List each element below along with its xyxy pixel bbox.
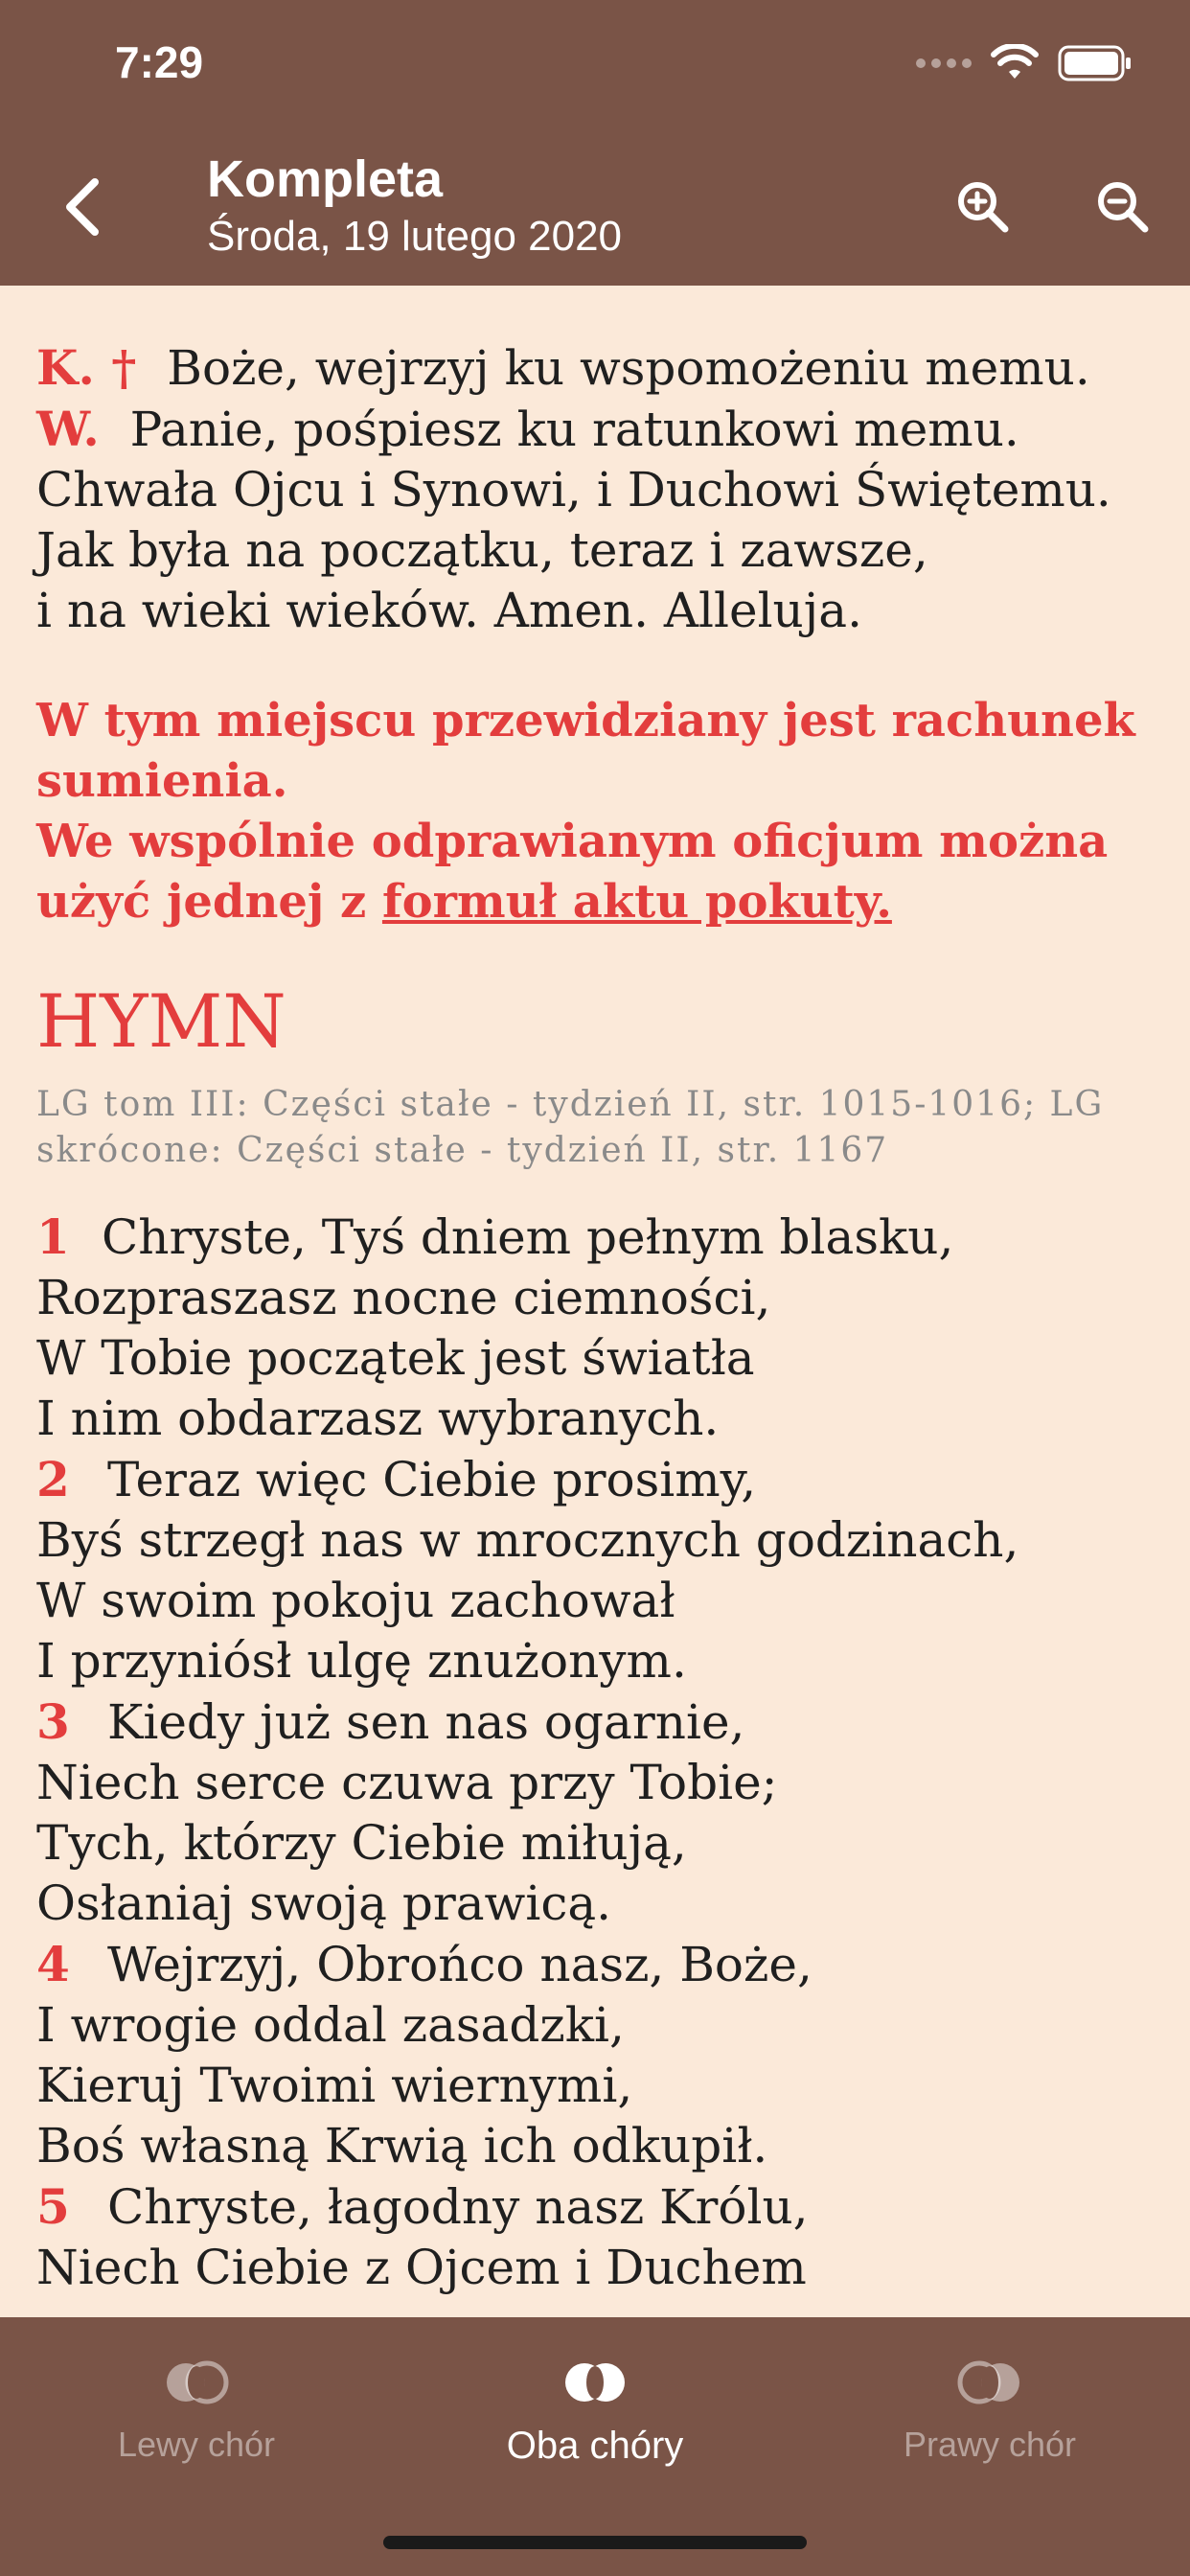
stanza-line-text: Kiedy już sen nas ogarnie, [107, 1694, 745, 1750]
stanza-number: 1 [36, 1208, 70, 1265]
stanza-line: Tych, którzy Ciebie miłują, [36, 1815, 687, 1871]
both-choirs-icon [561, 2360, 629, 2404]
zoom-in-button[interactable] [949, 172, 1016, 240]
right-choir-icon [956, 2360, 1023, 2404]
hymn-stanza [36, 1691, 1157, 1934]
stanza-number: 2 [36, 1451, 70, 1507]
title-block [207, 150, 622, 263]
nav-header [0, 0, 1190, 286]
stanza-line: Boś własną Krwią ich odkupił. [36, 2118, 768, 2174]
home-indicator[interactable] [383, 2536, 807, 2549]
stanza-line: W swoim pokoju zachował [36, 1573, 675, 1628]
rubric-penitential-text: We wspólnie odprawianym oficjum można użyć jednej z [36, 815, 1109, 929]
stanza-line-text: Chryste, łagodny nasz Królu, [107, 2179, 809, 2235]
left-choir-icon [163, 2360, 230, 2404]
hymn-stanza [36, 2176, 1157, 2298]
cellular-signal-icon [916, 58, 972, 68]
response-w [36, 399, 1157, 460]
stanza-line [36, 1691, 1157, 1753]
hymn-stanza [36, 1934, 1157, 2176]
penitential-formulas-link[interactable]: formuł aktu pokuty. [381, 875, 892, 929]
stanza-line: Niech Ciebie z Ojcem i Duchem [36, 2240, 807, 2295]
stanza-line [36, 1207, 1157, 1268]
office-text [36, 337, 1157, 2298]
hymn-stanza [36, 1207, 1157, 1449]
tab-right-choir[interactable] [846, 2354, 1133, 2465]
tab-both-choirs[interactable] [451, 2354, 739, 2468]
doxology-line: Jak była na początku, teraz i zawsze, [36, 522, 928, 578]
versicle-k-label: K. † [36, 339, 137, 396]
back-button[interactable] [48, 169, 115, 245]
status-time: 7:29 [115, 37, 204, 87]
chevron-left-icon [60, 176, 103, 238]
stanza-line: Kieruj Twoimi wiernymi, [36, 2058, 633, 2113]
stanza-number: 4 [36, 1936, 70, 1992]
stanza-line [36, 1449, 1157, 1510]
page-title: Kompleta [207, 150, 444, 208]
tab-left-choir[interactable] [53, 2354, 340, 2465]
stanza-line: Osłaniaj swoją prawicą. [36, 1875, 612, 1931]
stanza-line: I przyniósł ulgę znużonym. [36, 1633, 687, 1689]
tab-label: Oba chóry [506, 2425, 684, 2467]
stanza-line: Rozpraszasz nocne ciemności, [36, 1270, 771, 1325]
response-w-text: Panie, pośpiesz ku ratunkowi memu. [129, 402, 1019, 457]
versicle-k [36, 337, 1157, 399]
hymn-stanza [36, 1449, 1157, 1691]
versicle-k-text: Boże, wejrzyj ku wspomożeniu memu. [167, 340, 1090, 396]
status-icons [916, 42, 1133, 84]
tab-label: Prawy chór [903, 2425, 1077, 2464]
zoom-in-icon [953, 177, 1011, 235]
stanza-line: Niech serce czuwa przy Tobie; [36, 1755, 778, 1810]
zoom-out-icon [1093, 177, 1151, 235]
zoom-out-button[interactable] [1088, 172, 1156, 240]
doxology-line: i na wieki wieków. Amen. Alleluja. [36, 583, 862, 638]
stanza-line [36, 2176, 1157, 2238]
stanza-number: 3 [36, 1693, 70, 1750]
stanza-line: I wrogie oddal zasadzki, [36, 1997, 625, 2053]
page-date: Środa, 19 lutego 2020 [207, 213, 623, 260]
stanza-line-text: Chryste, Tyś dniem pełnym blasku, [102, 1209, 954, 1265]
hymn-heading: HYMN [36, 978, 286, 1064]
stanza-line [36, 1934, 1157, 1995]
stanza-line: I nim obdarzasz wybranych. [36, 1391, 720, 1446]
stanza-number: 5 [36, 2178, 70, 2235]
doxology-line: Chwała Ojcu i Synowi, i Duchowi Świętemu. [36, 462, 1111, 518]
response-w-label: W. [36, 401, 100, 457]
stanza-line: Byś strzegł nas w mrocznych godzinach, [36, 1512, 1019, 1568]
stanza-line-text: Wejrzyj, Obrońco nasz, Boże, [107, 1937, 812, 1992]
rubric-examination: W tym miejscu przewidziany jest rachunek sumienia. [36, 694, 1135, 808]
stanza-line-text: Teraz więc Ciebie prosimy, [107, 1452, 757, 1507]
stanza-line: W Tobie początek jest światła [36, 1330, 755, 1386]
hymn-reference: LG tom III: Części stałe - tydzień II, str. 1015-1016; LG skrócone: Części stałe - tydzień II, str. 1167 [36, 1085, 1105, 1170]
tab-label: Lewy chór [117, 2425, 276, 2464]
battery-icon [1058, 44, 1133, 82]
rubric-penitential [36, 812, 1157, 932]
wifi-icon [991, 44, 1039, 82]
